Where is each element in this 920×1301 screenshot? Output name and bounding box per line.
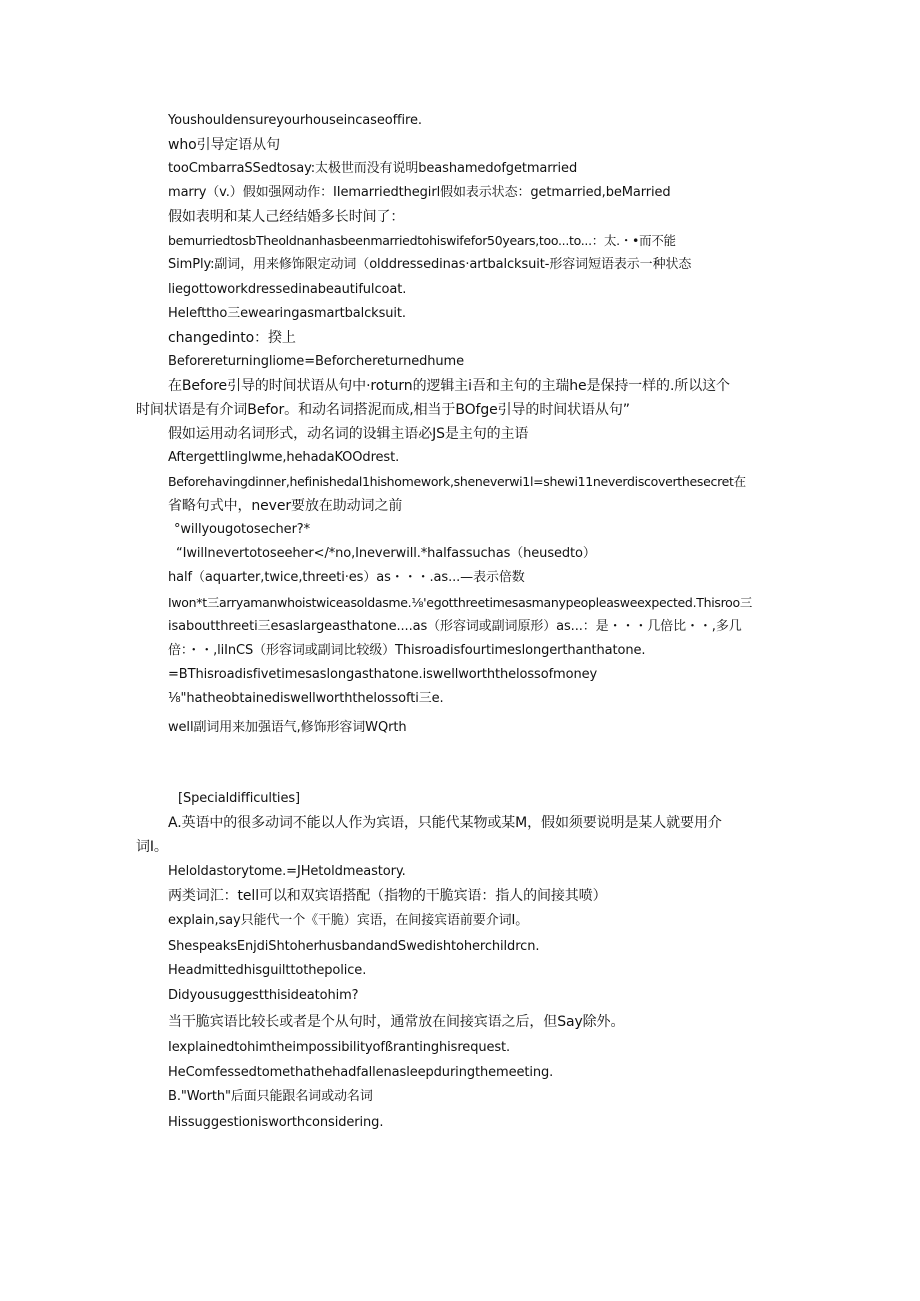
text-line: HeComfessedtomethathehadfallenasleepduringthemeeting. (168, 1065, 554, 1080)
text-line: 假如运用动名词形式，动名词的设辑主语必JS是主句的主语 (168, 426, 529, 442)
text-line: Heloldastorytome.=JHetoldmeastory. (168, 864, 406, 879)
text-line: Youshouldensureyourhouseincaseoffire. (168, 113, 422, 128)
text-line: °willyougotosecher?* (174, 522, 311, 537)
text-line: Didyousuggestthisideatohim? (168, 988, 359, 1003)
text-line: Helefttho三ewearingasmartbalcksuit. (168, 306, 406, 321)
text-line: changedinto：揆上 (168, 330, 296, 346)
text-line: 两类词汇：tell可以和双宾语搭配（指物的干脆宾语：指人的间接其喷） (168, 888, 607, 904)
text-line: Headmittedhisguilttothepolice. (168, 963, 367, 978)
text-line: bemurriedtosbTheoldnanhasbeenmarriedtohiswifefor50years,too...to...：太.・•而不能 (168, 233, 676, 248)
text-line: half（aquarter,twice,threeti·es）as・・・.as...—表示倍数 (168, 570, 525, 585)
text-line: SimPly:副词，用来修饰限定动词（olddressedinas·artbalcksuit-形容词短语表示一种状态 (168, 257, 692, 272)
text-line: Hissuggestionisworthconsidering. (168, 1115, 384, 1130)
text-line: Aftergettlinglwme,hehadaKOOdrest. (168, 450, 400, 465)
text-line: liegottoworkdressedinabeautifulcoat. (168, 282, 407, 297)
text-line: marry（v.）假如强网动作：IIemarriedthegirl假如表示状态：getmarried,beMarried (168, 185, 671, 200)
text-line: Iexplainedtohimtheimpossibilityofßrantinghisrequest. (168, 1040, 511, 1055)
text-line: 时间状语是有介词Befor。和动名词搭泥而成,相当于BOfge引导的时间状语从句” (136, 402, 630, 418)
text-line: 在Before引导的时间状语从句中·roturn的逻辑主i吾和主句的主瑞he是保持一样的.所以这个 (168, 378, 730, 394)
text-line: 假如表明和某人己经结婚多长时间了： (168, 209, 405, 225)
text-line: “Iwillnevertotoseeher</*no,Ineverwill.*halfassuchas（heusedto） (176, 546, 596, 561)
text-line: Beforereturningliome=Beforchereturnedhume (168, 354, 465, 369)
text-line: 词I。 (136, 839, 168, 855)
text-line: ⅛"hatheobtainediswellworththelossofti三e. (168, 691, 444, 706)
text-line: ShespeaksEnjdiShtoherhusbandandSwedishtoherchildrcn. (168, 939, 540, 954)
text-line: explain,say只能代一个《干脆）宾语，在间接宾语前要介词I。 (168, 913, 529, 928)
text-line: tooCmbarraSSedtosay:太极世而没有说明beashamedofgetmarried (168, 161, 578, 176)
text-line: who引导定语从句 (168, 137, 280, 153)
section-heading: [Specialdifficulties] (178, 791, 300, 806)
text-line: 当干脆宾语比较长或者是个从句时，通常放在间接宾语之后，但Say除外。 (168, 1014, 625, 1030)
text-line: isaboutthreeti三esaslargeasthatone....as（形容词或副词原形）as...：是・・・几倍比・・,多几 (168, 619, 742, 634)
text-line: Iwon*t三arryamanwhoistwiceasoldasme.⅛'egotthreetimesasmanypeopleasweexpected.Thisroo三 (168, 595, 753, 610)
text-line: B."Worth"后面只能跟名词或动名词 (168, 1089, 373, 1104)
text-line: 省略句式中，never要放在助动词之前 (168, 498, 403, 514)
text-line: A.英语中的很多动词不能以人作为宾语，只能代某物或某M，假如须要说明是某人就要用介 (168, 815, 722, 831)
text-line: Beforehavingdinner,hefinishedal1hishomework,sheneverwi1l=shewi11neverdiscoverthesecret在 (168, 474, 746, 489)
text-line: =BThisroadisfivetimesaslongasthatone.iswellworththelossofmoney (168, 667, 598, 682)
text-line: well副词用来加强语气,修饰形容词WQrth (168, 720, 407, 735)
text-line: 倍：・・,liInCS（形容词或副词比较级）Thisroadisfourtimeslongerthanthatone. (168, 643, 646, 658)
